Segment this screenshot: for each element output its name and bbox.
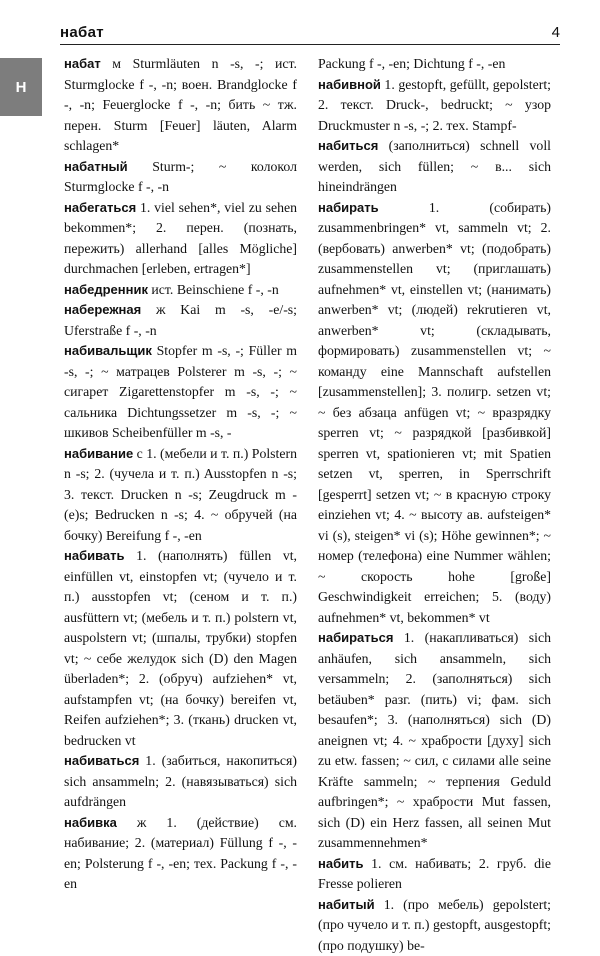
thumb-index-tab[interactable] [0, 58, 42, 116]
left-column [64, 54, 297, 889]
entry-definition: Sturm-; ~ колокол Sturmglocke f -, -n [64, 159, 297, 195]
entry-definition: ист. Beinschiene f -, -n [148, 282, 279, 297]
running-header [60, 18, 560, 45]
page-number: 4 [552, 24, 560, 44]
entry-definition: ж Kai m -s, -e/-s; Uferstraße f -, -n [64, 302, 297, 338]
dictionary-entry [64, 751, 297, 813]
right-column [318, 54, 551, 889]
entry-headword: набивка [64, 815, 117, 830]
dictionary-entry [64, 444, 297, 547]
dictionary-entry [318, 136, 551, 198]
entry-definition: 1. см. набивать; 2. груб. die Fresse polieren [318, 856, 551, 892]
entry-definition: 1. (наполнять) füllen vt, einfüllen vt, einstopfen vt; (чучело и т. п.) ausstopfen vt; (сеном и т. п.) ausfüttern vt; (мебель и т. п.) polstern vt, auspolstern vt; (шпалы, трубки) stopfen vt; ~ себе желудок sich (D) den Magen überladen*; 2. (обруч) aufziehen* vt, aufstampfen vt; (на бочку) bereifen vt, Reifen aufziehen*; 3. (ткань) drucken vt, bedrucken vt [64, 548, 297, 748]
entry-definition: 1. (накапливаться) sich anhäufen, sich ansammeln, sich versammeln; 2. (заполняться) sich betäuben* разг. (пить) vi; фам. sich besaufen*; 3. (наполняться) sich (D) aneignen vt; 4. ~ храбрости [духу] sich zu etw. fassen; ~ сил, с силами alle seine Kräfte sammeln; ~ терпения Geduld aufbringen*; ~ храбрости Mut fassen, sich (D) ein Herz fassen, all seinen Mut zusammennehmen* [318, 630, 551, 850]
entry-headword: набегаться [64, 200, 136, 215]
entry-definition: Stopfer m -s, -; Füller m -s, -; ~ матрацев Polsterer m -s, -; ~ сигарет Zigarettenstopfer m -s, -; ~ сальника Dichtungssetzer m -s, -; ~ шкивов Scheibenfüller m -s, - [64, 343, 297, 440]
entry-headword: набедренник [64, 282, 148, 297]
entry-headword: набить [318, 856, 363, 871]
dictionary-entry [64, 198, 297, 280]
entry-definition: 1. viel sehen*, viel zu sehen bekommen*; 2. перен. (познать, пережить) allerhand [alles Mögliche] durchmachen [erleben, ertragen*] [64, 200, 297, 277]
entry-definition: 1. (собирать) zusammenbringen* vt, sammeln vt; 2. (вербовать) anwerben* vt; (подобрать) zusammenstellen vt; (приглашать) aufnehmen* vt, einstellen vt; (нанимать) anwerben* vt; (людей) rekrutieren vt, anwerben* vt; (складывать, формировать) zusammenstellen vt; ~ команду eine Mannschaft aufstellen [zusammenstellen]; 3. полигр. setzen vt; ~ без абзаца anfügen vt; ~ вразрядку sperren vt; ~ разрядкой [разбивкой] sperren vt, spationieren vt; mit Spatien setzen vt, sperren, in Sperrschrift [gesperrt] setzen vt; ~ в красную строку einziehen vt; 4. ~ высоту ав. aufsteigen* vi (s), steigen* vi (s); Höhe gewinnen*; ~ номер (телефона) eine Nummer wählen; ~ скорость hohe [große] Geschwindigkeit erreichen; 5. (воду) aufnehmen* vt, bekommen* vt [318, 200, 551, 625]
entry-definition: ж 1. (действие) см. набивание; 2. (материал) Füllung f -, -en; Polsterung f -, -en; тех. Packung f -, -en [64, 815, 297, 892]
entry-definition: 1. (забиться, накопиться) sich ansammeln; 2. (навязываться) sich aufdrängen [64, 753, 297, 809]
entry-definition: 1. gestopft, gefüllt, gepolstert; 2. текст. Druck-, bedruckt; ~ узор Druckmuster n -s, -; 2. тех. Stampf- [318, 77, 551, 133]
entry-definition: с 1. (мебели и т. п.) Polstern n -s; 2. (чучела и т. п.) Ausstopfen n -s; 3. текст. Drucken n -s; Zeugdruck m -(e)s; Bedrucken n -s; 4. ~ обручей (на бочку) Bereifung f -, -en [64, 446, 297, 543]
entry-definition: (заполниться) schnell voll werden, sich füllen; ~ в... sich hineindrängen [318, 138, 551, 194]
entry-headword: набирать [318, 200, 379, 215]
dictionary-entry [64, 813, 297, 895]
entry-headword: набатный [64, 159, 128, 174]
dictionary-entry [64, 341, 297, 444]
dictionary-entry [64, 546, 297, 751]
dictionary-entry [318, 75, 551, 137]
entry-headword: набивание [64, 446, 133, 461]
entry-headword: набат [64, 56, 101, 71]
dictionary-entry [64, 157, 297, 198]
entry-headword: набивальщик [64, 343, 152, 358]
dictionary-entry [64, 54, 297, 157]
entry-definition: Packung f -, -en; Dichtung f -, -en [318, 56, 505, 71]
dictionary-entry [318, 628, 551, 854]
entry-headword: набиваться [64, 753, 139, 768]
entry-definition: 1. (про мебель) gepolstert; (про чучело и т. п.) gestopft, ausgestopft; (про подушку) be- [318, 897, 551, 953]
entry-headword: набивной [318, 77, 381, 92]
dictionary-entry [318, 54, 551, 75]
entry-headword: набиться [318, 138, 378, 153]
entry-headword: набережная [64, 302, 141, 317]
dictionary-entry [318, 854, 551, 895]
entry-definition: м Sturmläuten n -s, -; ист. Sturmglocke f -, -n; воен. Brandglocke f -, -n; Feuerglocke f -, -n; бить ~ тж. перен. Sturm [Feuer] läuten, Alarm schlagen* [64, 56, 297, 153]
header-headword: набат [60, 24, 104, 44]
dictionary-entry [64, 280, 297, 301]
entry-headword: набираться [318, 630, 393, 645]
dictionary-entry [318, 895, 551, 956]
dictionary-entry [318, 198, 551, 629]
dictionary-entry [64, 300, 297, 341]
entry-headword: набивать [64, 548, 125, 563]
thumb-index-letter: Н [16, 79, 27, 96]
entry-headword: набитый [318, 897, 375, 912]
